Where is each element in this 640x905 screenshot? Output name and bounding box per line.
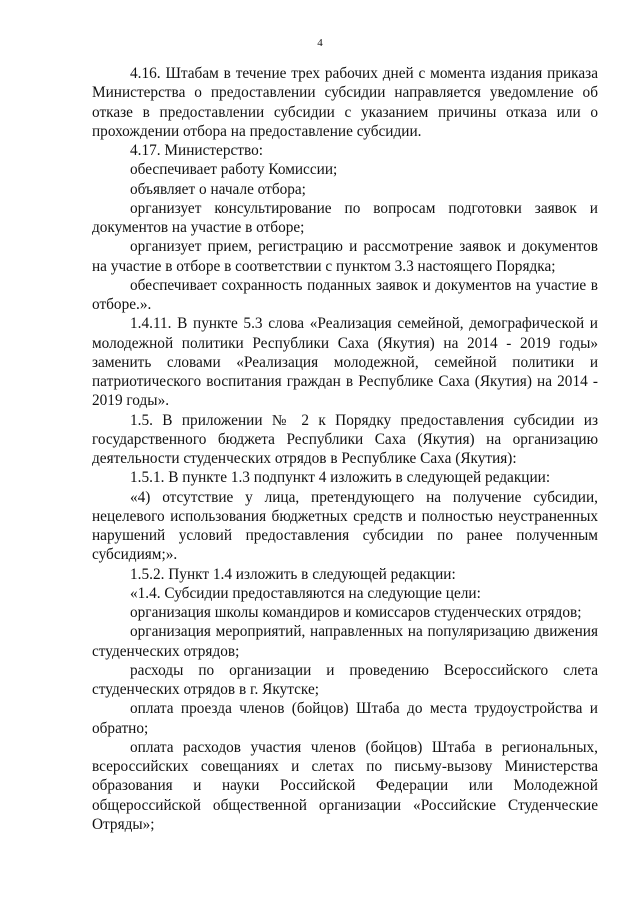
document-body bbox=[92, 64, 598, 834]
page-number: 4 bbox=[317, 37, 323, 49]
list-item: организация мероприятий, направленных на популяризацию движения студенческих отрядов; bbox=[92, 623, 598, 660]
paragraph-1-5-2: 1.5.2. Пункт 1.4 изложить в следующей редакции: bbox=[130, 565, 456, 583]
list-item: организует прием, регистрацию и рассмотрение заявок и документов на участие в отборе в соответствии с пунктом 3.3 настоящего Порядка; bbox=[92, 238, 598, 275]
quoted-paragraph-1-4: «1.4. Субсидии предоставляются на следующие цели: bbox=[130, 584, 481, 602]
list-item: организация школы командиров и комиссаров студенческих отрядов; bbox=[130, 604, 582, 621]
paragraph-4-17-heading: 4.17. Министерство: bbox=[130, 142, 263, 159]
list-item: расходы по организации и проведению Всероссийского слета студенческих отрядов в г. Якутске; bbox=[92, 661, 598, 698]
list-item: обеспечивает работу Комиссии; bbox=[130, 161, 338, 179]
list-item: обеспечивает сохранность поданных заявок и документов на участие в отборе.». bbox=[92, 276, 598, 313]
list-item: организует консультирование по вопросам подготовки заявок и документов на участие в отборе; bbox=[92, 199, 598, 236]
list-item: объявляет о начале отбора; bbox=[130, 180, 306, 198]
paragraph-1-4-11: 1.4.11. В пункте 5.3 слова «Реализация семейной, демографической и молодежной политики Республики Саха (Якутия) на 2014 - 2019 годы» заменить словами «Реализация молодежной, семейной политики и патриотического воспитания граждан в Республике Саха (Якутия) на 2014 - 2019 годы». bbox=[92, 315, 598, 410]
list-item: оплата расходов участия членов (бойцов) Штаба в региональных, всероссийских совещаниях и слетах по письму-вызову Министерства образования и науки Российской Федерации или Молодежной общероссийской общественной организации «Российские Студенческие Отряды»; bbox=[92, 738, 598, 833]
list-item: оплата проезда членов (бойцов) Штаба до места трудоустройства и обратно; bbox=[92, 700, 598, 737]
paragraph-1-5-1: 1.5.1. В пункте 1.3 подпункт 4 изложить в следующей редакции: bbox=[130, 469, 551, 487]
paragraph-4-16: 4.16. Штабам в течение трех рабочих дней с момента издания приказа Министерства о предоставлении субсидии направляется уведомление об отказе в предоставлении субсидии с указанием причины отказа или о прохождении отбора на предоставление субсидии. bbox=[92, 65, 598, 140]
paragraph-1-5: 1.5. В приложении № 2 к Порядку предоставления субсидии из государственного бюджета Республики Саха (Якутия) на организацию деятельности студенческих отрядов в Республике Саха (Якутия): bbox=[92, 411, 598, 467]
quoted-subparagraph-4: «4) отсутствие у лица, претендующего на получение субсидии, нецелевого использования бюджетных средств и полностью неустраненных нарушений условий предоставления субсидии по ранее полученным субсидиям;». bbox=[92, 488, 598, 564]
